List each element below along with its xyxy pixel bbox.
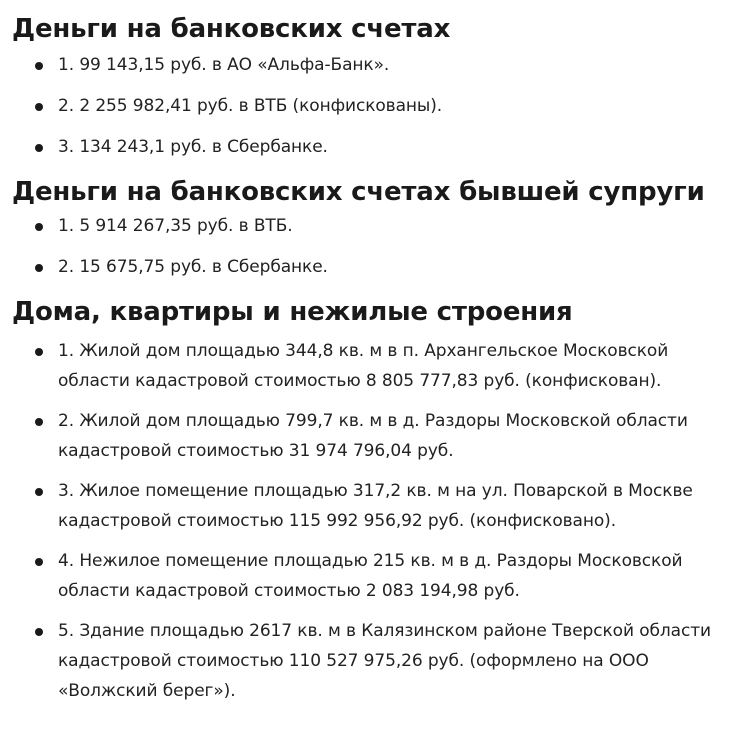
bullet-icon [35, 558, 43, 566]
bullet-icon [35, 264, 43, 272]
bullet-icon [35, 62, 43, 70]
bullet-icon [35, 418, 43, 426]
list-item [12, 252, 737, 282]
list-item [12, 406, 737, 466]
bullet-icon [35, 223, 43, 231]
list-item [12, 50, 737, 80]
bullet-icon [35, 103, 43, 111]
list-item-text: 3. Жилое помещение площадью 317,2 кв. м на ул. Поварской в Москве кадастровой стоимостью 115 992 956,92 руб. (конфисковано). [58, 481, 693, 531]
section-title: Дома, квартиры и нежилые строения [12, 297, 573, 327]
bank-accounts-list [12, 50, 737, 162]
section-spouse-bank-accounts [12, 175, 737, 282]
list-item-text: 3. 134 243,1 руб. в Сбербанке. [58, 137, 328, 157]
list-item [12, 132, 737, 162]
list-item-text: 2. 2 255 982,41 руб. в ВТБ (конфискованы). [58, 96, 443, 116]
real-estate-list [12, 336, 737, 706]
list-item-text: 2. Жилой дом площадью 799,7 кв. м в д. Раздоры Московской области кадастровой стоимостью 31 974 796,04 руб. [58, 411, 688, 461]
list-item-text: 2. 15 675,75 руб. в Сбербанке. [58, 257, 328, 277]
bullet-icon [35, 348, 43, 356]
list-item [12, 616, 737, 706]
list-item-text: 1. 99 143,15 руб. в АО «Альфа-Банк». [58, 55, 390, 75]
section-title: Деньги на банковских счетах бывшей супруги [12, 177, 705, 207]
list-item-text: 1. 5 914 267,35 руб. в ВТБ. [58, 216, 293, 236]
list-item [12, 546, 737, 606]
list-item-text: 4. Нежилое помещение площадью 215 кв. м в д. Раздоры Московской области кадастровой стоимостью 2 083 194,98 руб. [58, 551, 683, 601]
section-title: Деньги на банковских счетах [12, 14, 451, 44]
list-item-text: 5. Здание площадью 2617 кв. м в Калязинском районе Тверской области кадастровой стоимостью 110 527 975,26 руб. (оформлено на ООО «Волжский берег»). [58, 621, 711, 701]
section-real-estate [12, 295, 737, 706]
list-item [12, 91, 737, 121]
bullet-icon [35, 628, 43, 636]
list-item [12, 476, 737, 536]
list-item-text: 1. Жилой дом площадью 344,8 кв. м в п. Архангельское Московской области кадастровой стоимостью 8 805 777,83 руб. (конфискован). [58, 341, 669, 391]
list-item [12, 211, 737, 241]
section-bank-accounts [12, 12, 737, 162]
list-item [12, 336, 737, 396]
bullet-icon [35, 488, 43, 496]
spouse-accounts-list [12, 211, 737, 282]
bullet-icon [35, 144, 43, 152]
